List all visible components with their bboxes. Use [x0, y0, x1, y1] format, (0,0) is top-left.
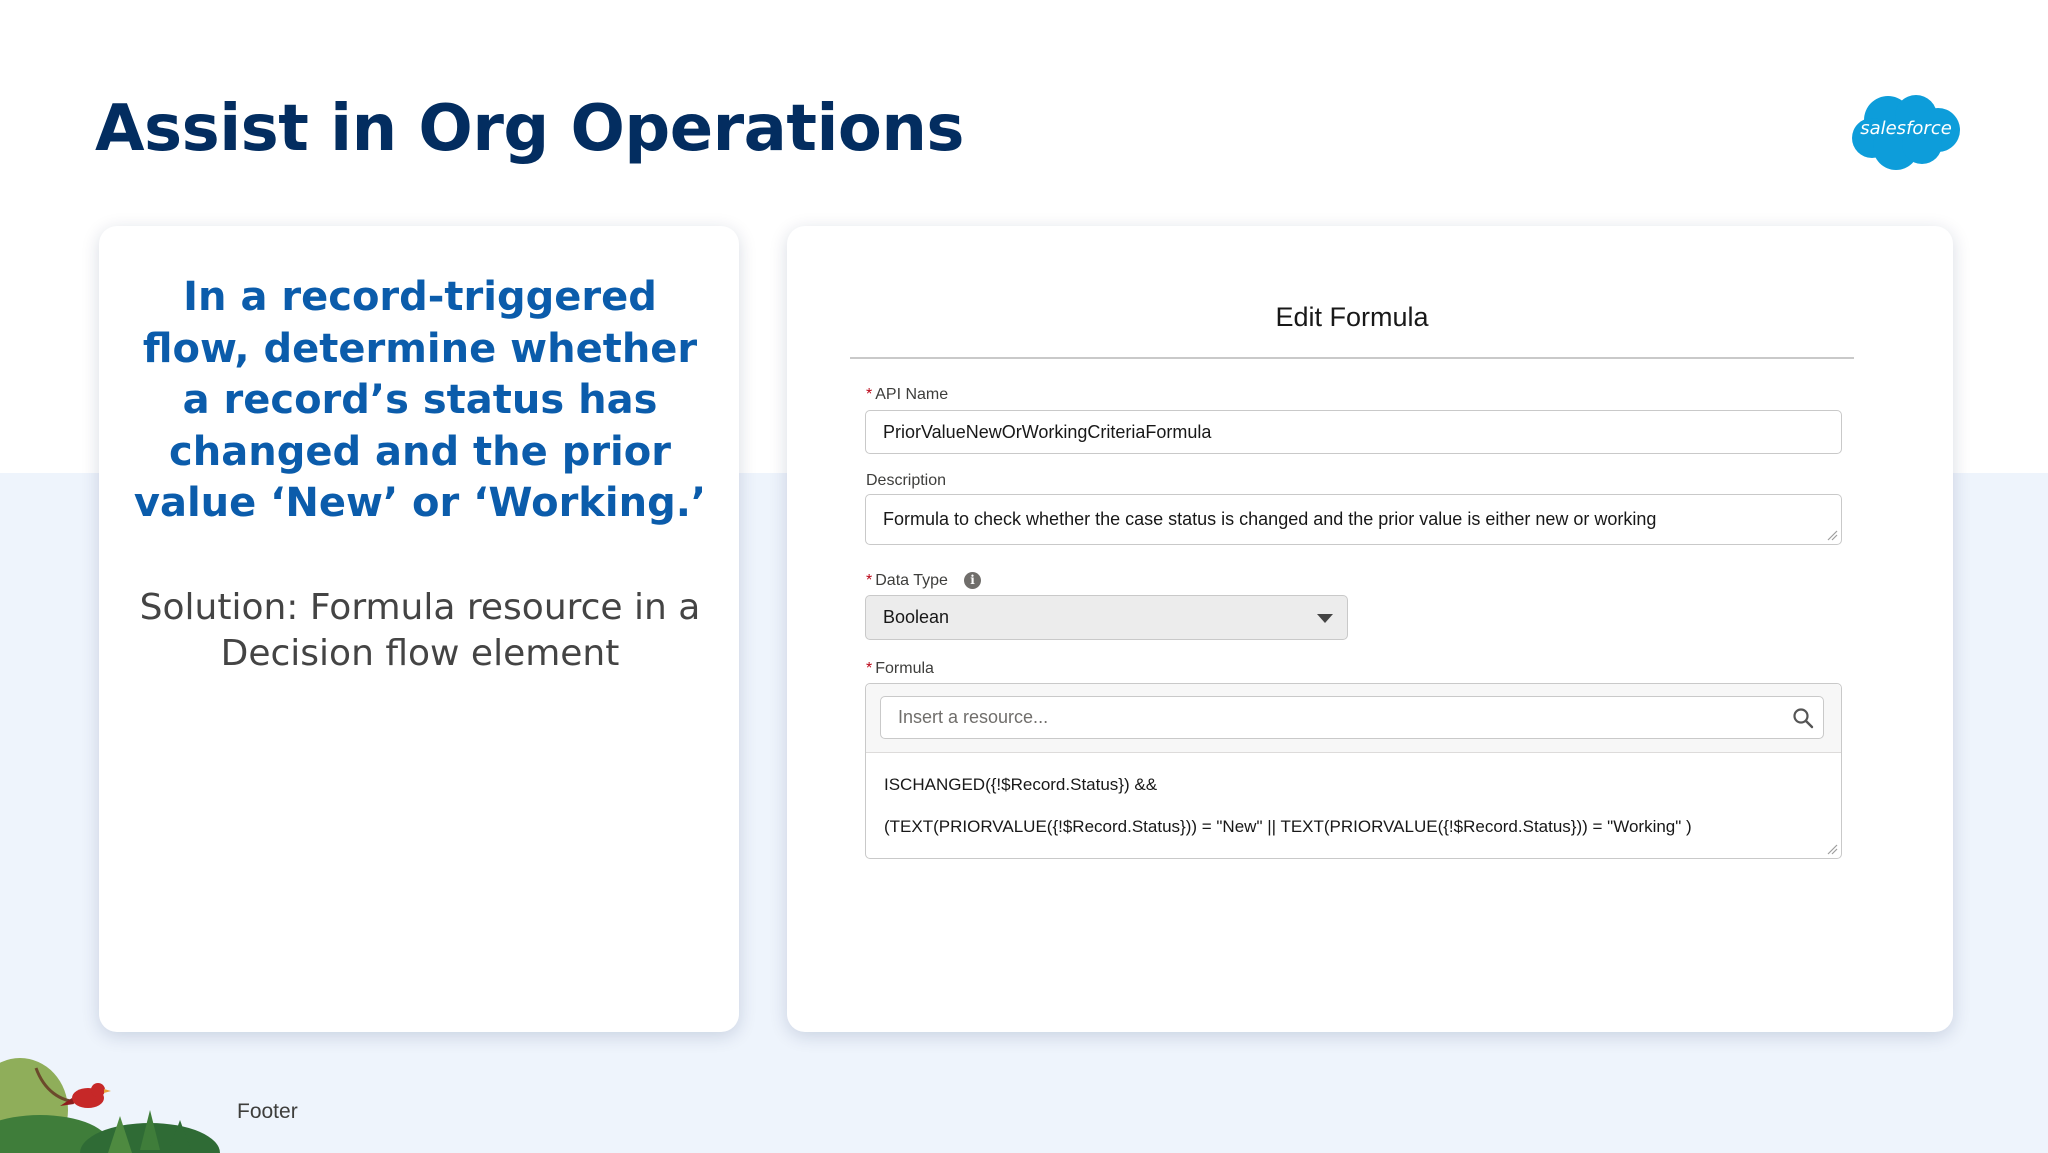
footer-foliage-illustration: [0, 1050, 230, 1153]
formula-label: [866, 660, 934, 678]
resource-search-input[interactable]: [880, 696, 1824, 739]
slide-title: Assist in Org Operations: [95, 92, 964, 166]
formula-toolbar: [866, 684, 1841, 753]
info-icon[interactable]: i: [964, 572, 981, 589]
formula-label-text: Formula: [875, 660, 934, 677]
modal-divider: [850, 357, 1854, 359]
resize-handle-icon[interactable]: [1826, 529, 1838, 541]
data-type-select[interactable]: [865, 595, 1348, 640]
required-marker: *: [866, 660, 873, 677]
footer-text: Footer: [237, 1100, 298, 1123]
api-name-value: PriorValueNewOrWorkingCriteriaFormula: [883, 421, 1212, 442]
data-type-label-text: Data Type: [875, 572, 948, 589]
modal-title: Edit Formula: [1275, 302, 1429, 332]
data-type-label: [866, 572, 948, 590]
problem-statement: In a record-triggered flow, determine whether a record’s status has changed and the prior value ‘New’ or ‘Working.’: [133, 274, 707, 526]
logo-wordmark: salesforce: [1860, 118, 1952, 139]
chevron-down-icon: [1317, 614, 1333, 623]
required-marker: *: [866, 572, 873, 589]
description-label: Description: [866, 472, 947, 489]
api-name-label-text: API Name: [875, 386, 949, 403]
resource-search-placeholder: Insert a resource...: [898, 707, 1049, 727]
api-name-label: [866, 386, 948, 404]
data-type-value: Boolean: [883, 607, 950, 627]
formula-line-2: (TEXT(PRIORVALUE({!$Record.Status})) = "New" || TEXT(PRIORVALUE({!$Record.Status})) = "Working" ): [884, 817, 1692, 836]
resize-handle-icon[interactable]: [1826, 843, 1838, 855]
description-textarea[interactable]: [865, 494, 1842, 545]
formula-editor[interactable]: [865, 683, 1842, 859]
required-marker: *: [866, 386, 873, 403]
description-value: Formula to check whether the case status is changed and the prior value is either new or working: [883, 509, 1657, 529]
api-name-input[interactable]: [865, 410, 1842, 454]
formula-line-1: ISCHANGED({!$Record.Status}) &&: [884, 775, 1158, 794]
solution-statement: Solution: Formula resource in a Decision flow element: [139, 587, 701, 674]
search-icon[interactable]: [1792, 707, 1814, 729]
salesforce-logo: [1850, 92, 1962, 172]
